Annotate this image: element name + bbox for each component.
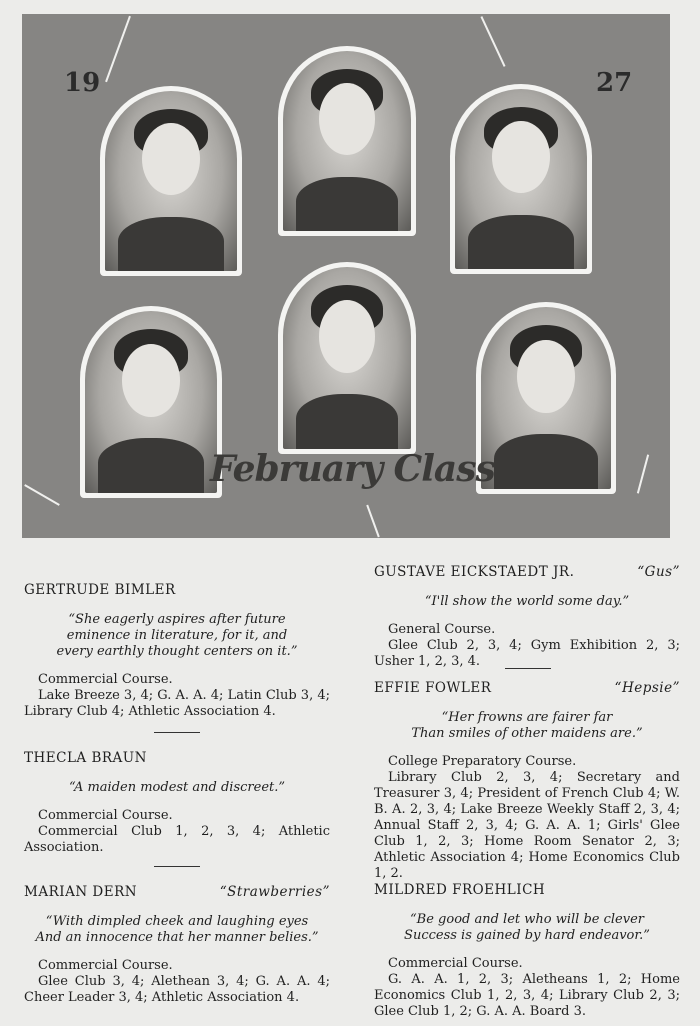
portrait-thecla-braun: [278, 46, 416, 236]
student-quote: “With dimpled cheek and laughing eyes And an innocence that her manner belies.”: [35, 914, 319, 945]
student-activities: Lake Breeze 3, 4; G. A. A. 4; Latin Club 3, 4; Library Club 4; Athletic Association 4.: [24, 688, 330, 719]
portrait-gertrude-bimler: [100, 86, 242, 276]
entry-thecla-braun: [24, 750, 330, 856]
portrait-effie-fowler: [278, 262, 416, 454]
student-activities: Glee Club 2, 3, 4; Gym Exhibition 2, 3; Usher 1, 2, 3, 4.: [374, 638, 680, 669]
portrait-mildred-froehlich: [476, 302, 616, 494]
student-name: MARIAN DERN “Strawberries”: [24, 884, 330, 900]
year-right: 27: [596, 68, 633, 98]
student-quote: “I'll show the world some day.”: [424, 594, 630, 609]
student-course: Commercial Course.: [38, 958, 173, 973]
student-name: MILDRED FROEHLICH: [374, 882, 546, 898]
student-course: General Course.: [388, 622, 496, 637]
student-course: College Preparatory Course.: [388, 754, 577, 769]
student-name: GUSTAVE EICKSTAEDT JR. “Gus”: [374, 564, 680, 580]
student-quote: “Her frowns are fairer far Than smiles of other maidens are.”: [411, 710, 643, 741]
entry-gertrude-bimler: [24, 582, 330, 720]
student-activities: Commercial Club 1, 2, 3, 4; Athletic Association.: [24, 824, 330, 855]
divider: [505, 668, 551, 669]
student-name: THECLA BRAUN: [24, 750, 147, 766]
student-activities: Glee Club 3, 4; Alethean 3, 4; G. A. A. 4; Cheer Leader 3, 4; Athletic Association 4.: [24, 974, 330, 1005]
entry-gustave-eickstaedt: [374, 564, 680, 670]
entry-effie-fowler: [374, 680, 680, 882]
portrait-gustave-eickstaedt: [80, 306, 222, 498]
student-course: Commercial Course.: [38, 672, 173, 687]
portrait-marian-dern: [450, 84, 592, 274]
student-name: EFFIE FOWLER “Hepsie”: [374, 680, 680, 696]
divider: [154, 732, 200, 733]
student-quote: “Be good and let who will be clever Success is gained by hard endeavor.”: [404, 912, 650, 943]
year-left: 19: [64, 68, 101, 98]
student-course: Commercial Course.: [38, 808, 173, 823]
student-course: Commercial Course.: [388, 956, 523, 971]
student-activities: G. A. A. 1, 2, 3; Aletheans 1, 2; Home Economics Club 1, 2, 3, 4; Library Club 2, 3; Glee Club 1, 2; G. A. A. Board 3.: [374, 972, 680, 1019]
divider: [154, 866, 200, 867]
entry-marian-dern: [24, 884, 330, 1006]
student-quote: “She eagerly aspires after future eminence in literature, for it, and every earthly thought centers on it.”: [56, 612, 298, 659]
student-quote: “A maiden modest and discreet.”: [68, 780, 286, 795]
entry-mildred-froehlich: [374, 882, 680, 1020]
student-name: GERTRUDE BIMLER: [24, 582, 176, 598]
student-activities: Library Club 2, 3, 4; Secretary and Treasurer 3, 4; President of French Club 4; W. B. A. 2, 3, 4; Lake Breeze Weekly Staff 2, 3, 4; Annual Staff 2, 3, 4; G. A. A. 1; Girls' Glee Club 1, 2, 3; Home Room Senator 2, 3; Athletic Association 4; Home Economics Club 1, 2.: [374, 770, 680, 881]
class-title: February Class: [210, 448, 495, 490]
